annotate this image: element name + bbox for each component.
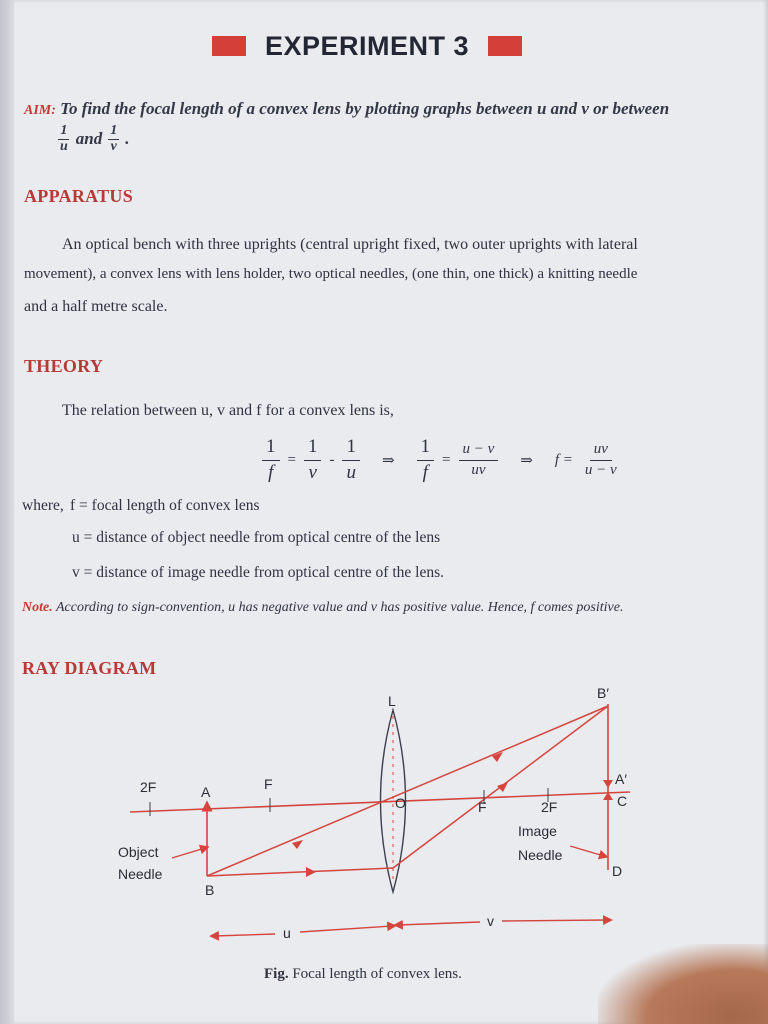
label-2F-right: 2F <box>541 799 558 815</box>
experiment-title: EXPERIMENT 3 <box>264 30 470 61</box>
v-arrow-right <box>502 920 608 921</box>
definition-f: f = focal length of convex lens <box>70 497 260 514</box>
label-object-needle-2: Needle <box>118 866 163 882</box>
ray-parallel-arrow <box>306 867 316 877</box>
image-arrow-down <box>603 780 613 788</box>
label-D: D <box>612 863 623 879</box>
label-O: O <box>395 795 406 811</box>
definition-u: u = distance of object needle from optical centre of the lens <box>72 529 441 546</box>
thumb-in-photo <box>598 944 768 1024</box>
u-arrow-right <box>300 926 392 932</box>
label-L: L <box>388 693 396 709</box>
label-u: u <box>283 925 291 941</box>
label-v: v <box>487 913 494 929</box>
den: u − v <box>584 461 617 478</box>
label-A-prime: A′ <box>615 771 627 787</box>
label-B: B <box>205 882 215 898</box>
caption-prefix: Fig. <box>264 966 289 982</box>
image-pointer <box>570 846 604 856</box>
frac-den: u <box>60 138 68 154</box>
num: 1 <box>304 435 322 461</box>
u-arrow-left <box>214 934 275 936</box>
ray-refracted-arrow <box>497 782 508 792</box>
label-image-needle-2: Needle <box>518 847 563 863</box>
apparatus-line-1: An optical bench with three uprights (central upright fixed, two outer uprights with lateral <box>62 236 638 253</box>
label-2F-left: 2F <box>140 779 157 795</box>
num: u − v <box>459 440 499 461</box>
aim-label: AIM: <box>24 103 56 118</box>
figure-caption <box>264 966 462 983</box>
apparatus-line-3: and a half metre scale. <box>24 298 168 315</box>
label-B-prime: B′ <box>597 685 609 701</box>
den: v <box>308 461 317 483</box>
ray-parallel <box>207 868 393 876</box>
num: 1 <box>262 435 280 461</box>
equals: = <box>287 451 296 468</box>
frac-num: 1 <box>60 123 68 138</box>
where-label: where, <box>22 497 64 514</box>
note-text: According to sign-convention, u has negative value and v has positive value. Hence, f comes positive. <box>55 600 624 615</box>
frac-num: 1 <box>110 123 118 138</box>
den: f <box>422 461 428 483</box>
apparatus-heading: APPARATUS <box>24 186 134 206</box>
den: f <box>268 461 274 483</box>
label-C: C <box>617 793 628 809</box>
object-pointer <box>172 848 205 858</box>
definition-v: v = distance of image needle from optical centre of the lens. <box>72 564 444 581</box>
num: 1 <box>417 435 435 461</box>
implies-arrow: ⇒ <box>520 452 533 469</box>
v-arrow-left <box>398 922 480 925</box>
label-object-needle-1: Object <box>118 844 159 860</box>
label-F-left: F <box>264 776 273 792</box>
minus: - <box>329 451 335 468</box>
theory-intro: The relation between u, v and f for a convex lens is, <box>62 402 394 419</box>
aim-end: . <box>125 129 130 149</box>
aim-and: and <box>75 129 103 149</box>
num: uv <box>590 440 612 461</box>
implies-arrow: ⇒ <box>381 452 395 469</box>
apparatus-line-2: movement), a convex lens with lens holder, two optical needles, (one thin, one thick) a knitting needle <box>24 266 638 282</box>
equals: = <box>442 451 451 468</box>
eq3-lhs: f = <box>554 451 573 468</box>
num: 1 <box>342 435 360 461</box>
label-A: A <box>201 784 211 800</box>
label-F-right: F <box>478 799 487 815</box>
den: uv <box>471 461 486 478</box>
caption-text: Focal length of convex lens. <box>292 966 462 982</box>
aim-text: To find the focal length of a convex lens by plotting graphs between u and v or between <box>60 99 670 118</box>
label-image-needle-1: Image <box>518 823 557 839</box>
ray-diagram-heading: RAY DIAGRAM <box>22 658 157 678</box>
den: u <box>346 461 356 483</box>
ray-centre-arrow <box>292 840 303 849</box>
frac-den: v <box>110 138 117 154</box>
note-label: Note. <box>22 600 53 615</box>
theory-heading: THEORY <box>24 356 104 376</box>
